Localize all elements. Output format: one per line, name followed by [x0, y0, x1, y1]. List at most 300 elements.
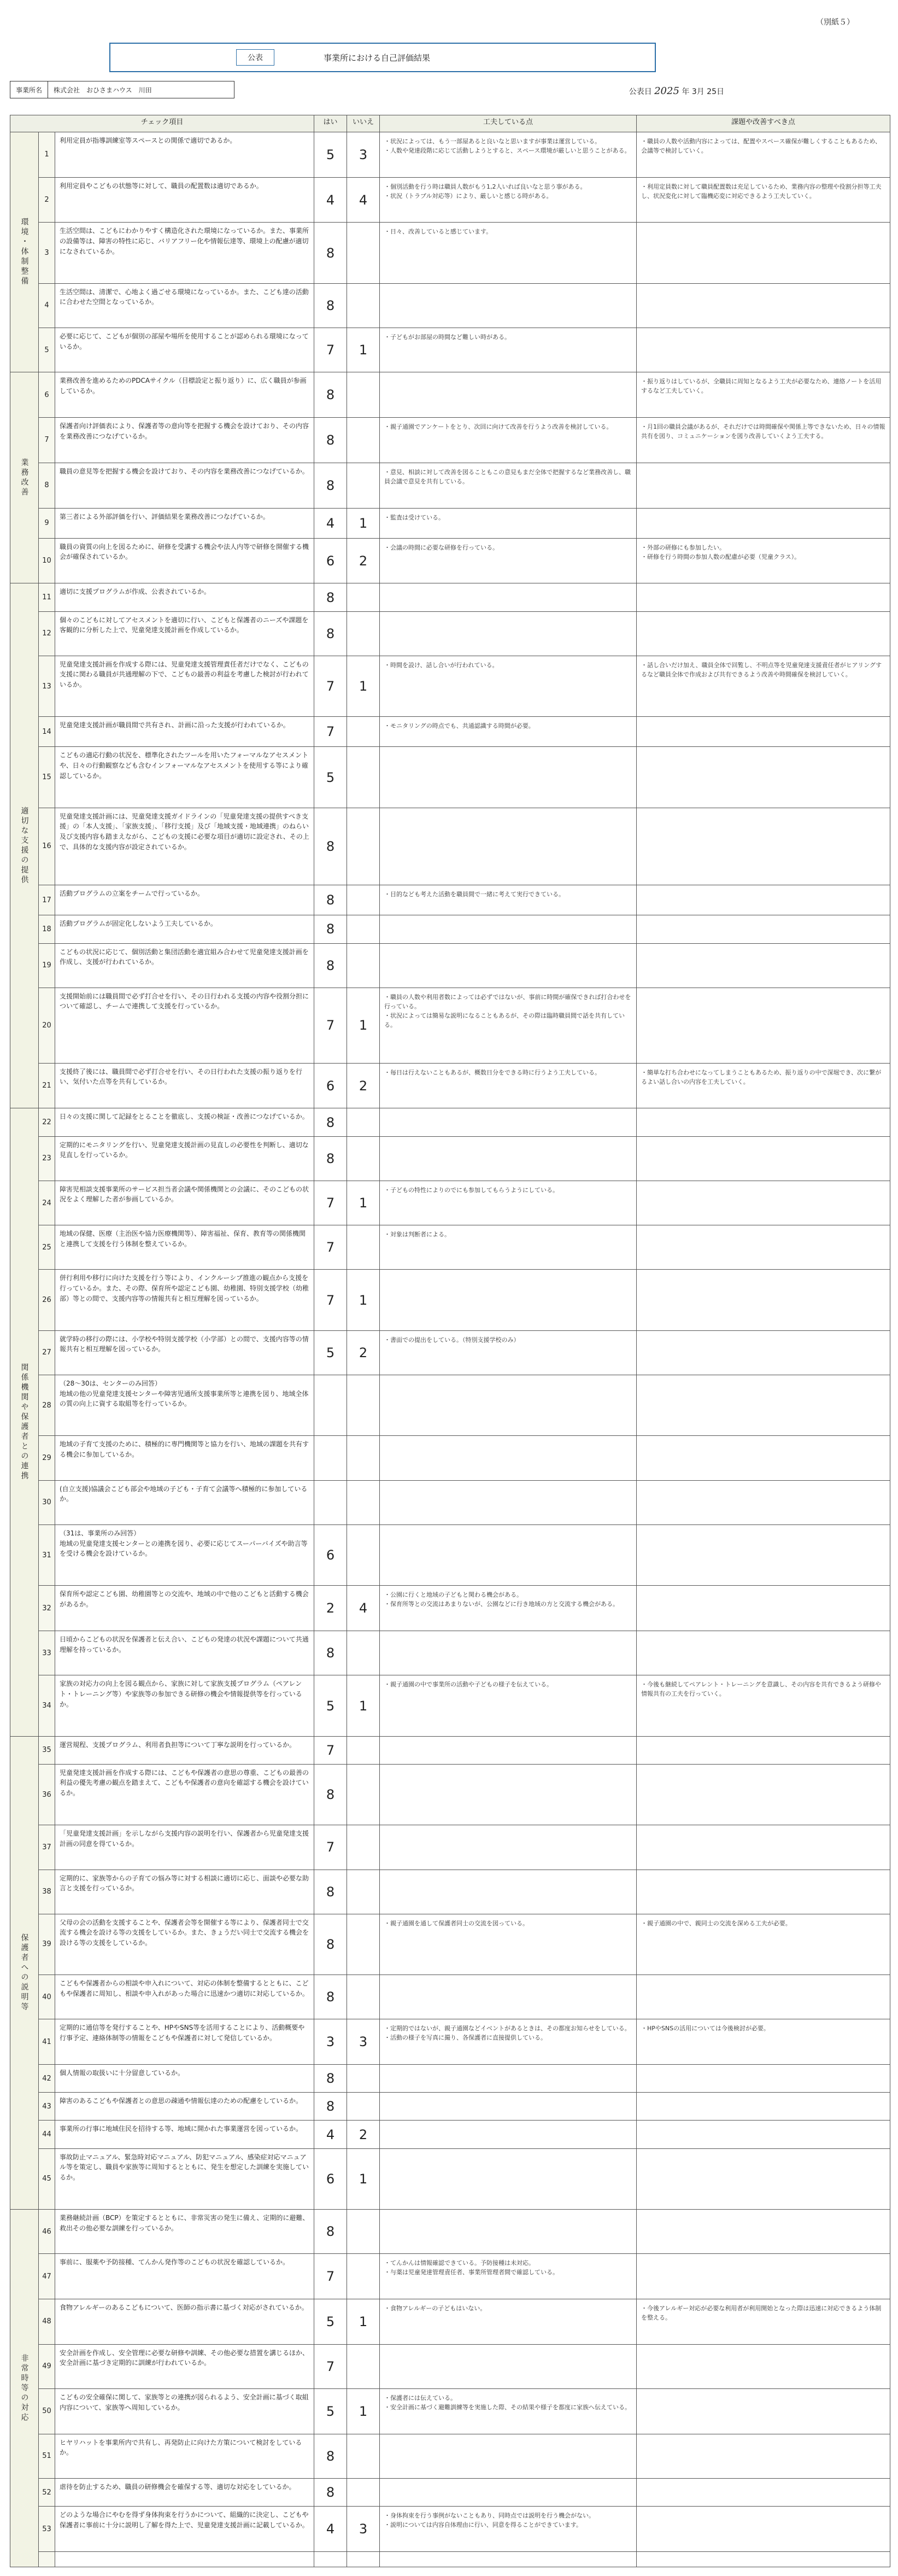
good-points-text: ・定期的ではないが、親子通園などイベントがあるときは、その都度お知らせをしている。 ・活動の様子を写真に撮り、各保護者に直接提供している。	[380, 2019, 637, 2065]
office-label: 事業所名	[10, 81, 48, 98]
good-points-text	[380, 283, 637, 328]
improvement-text: ・月1回の職員会議があるが、それだけでは時間確保や関係上等できないため、日々の情報共有を図り、コミュニケーションを図り改善していくよう工夫する。	[637, 418, 890, 463]
check-item-text: (自立支援)協議会こども部会や地域の子ども・子育て会議等へ積極的に参加しているか。	[55, 1480, 314, 1524]
col-yes-header: はい	[314, 115, 347, 132]
yes-count: 4	[314, 2507, 347, 2552]
good-points-text	[380, 915, 637, 943]
good-points-text: ・意見、相談に対して改善を図ることもこの意見もまだ全体で把握するなど業務改善し、職員会議で意見を共有している。	[380, 463, 637, 508]
table-row	[10, 988, 890, 1063]
table-row	[10, 1524, 890, 1585]
no-count: 2	[347, 1063, 380, 1108]
item-number: 9	[39, 508, 55, 538]
no-count	[347, 2434, 380, 2478]
good-points-text	[380, 1736, 637, 1764]
item-number: 39	[39, 1914, 55, 1975]
good-points-text	[380, 1108, 637, 1136]
item-number: 32	[39, 1586, 55, 1631]
yes-count: 8	[314, 1108, 347, 1136]
yes-count: 8	[314, 943, 347, 988]
no-count: 3	[347, 2019, 380, 2065]
good-points-text	[380, 2148, 637, 2209]
check-item-text: 父母の会の活動を支援することや、保護者会等を開催する等により、保護者同士で交流する機会を設ける等の支援をしているか。また、きょうだい同士で交流する機会を設ける等の支援をしているか。	[55, 1914, 314, 1975]
table-row	[10, 915, 890, 943]
no-count	[347, 2254, 380, 2299]
no-count: 1	[347, 1675, 380, 1736]
good-points-text: ・親子通園でアンケートをとり、次回に向けて改善を行うよう改善を検討している。	[380, 418, 637, 463]
table-row	[10, 1480, 890, 1524]
no-count: 1	[347, 508, 380, 538]
good-points-text	[380, 2121, 637, 2148]
improvement-text: ・簡単な打ち合わせになってしまうこともあるため、振り返りの中で深堀でき、次に繋がるよい話し合いの内容を工夫していく。	[637, 1063, 890, 1108]
no-count: 1	[347, 1270, 380, 1330]
good-points-text	[380, 747, 637, 808]
improvement-text	[637, 1764, 890, 1825]
improvement-text	[637, 611, 890, 656]
improvement-text: ・外部の研修にも参加したい。 ・研修を行う時間の参加人数の配慮が必要（児童クラス）。	[637, 538, 890, 583]
table-row	[10, 223, 890, 283]
yes-count: 5	[314, 747, 347, 808]
improvement-text	[637, 223, 890, 283]
no-count: 3	[347, 2507, 380, 2552]
table-row	[10, 2148, 890, 2209]
item-number: 35	[39, 1736, 55, 1764]
improvement-text	[637, 2093, 890, 2121]
table-row	[10, 372, 890, 418]
good-points-text: ・公園に行くと地域の子どもと関わる機会がある。 ・保育所等との交流はあまりないが、公園などに行き地域の方と交流する機会がある。	[380, 1586, 637, 1631]
yes-count: 8	[314, 223, 347, 283]
yes-count: 7	[314, 1270, 347, 1330]
table-row	[10, 418, 890, 463]
no-count: 1	[347, 656, 380, 716]
yes-count: 8	[314, 2479, 347, 2507]
item-number: 36	[39, 1764, 55, 1825]
good-points-text: ・保護者には伝えている。 ・安全計画に基づく避難訓練等を実施した際、その結果や様子を都度に家族へ伝えている。	[380, 2389, 637, 2434]
good-points-text: ・書面での提出をしている。（特別支援学校のみ）	[380, 1330, 637, 1375]
yes-count: 6	[314, 1063, 347, 1108]
page-id-label: （別紙５）	[816, 18, 854, 27]
yes-count: 7	[314, 1736, 347, 1764]
check-item-text: 活動プログラムの立案をチームで行っているか。	[55, 885, 314, 915]
no-count: 1	[347, 988, 380, 1063]
category-label: 保護者への説明等	[20, 1933, 29, 2012]
improvement-text	[637, 2148, 890, 2209]
title-box	[109, 43, 656, 72]
good-points-text: ・子どもの特性によりのでにも参加してもらうようにしている。	[380, 1181, 637, 1225]
no-count	[347, 2065, 380, 2093]
no-count	[347, 1870, 380, 1914]
good-points-text	[380, 2551, 637, 2567]
table-row	[10, 1436, 890, 1480]
check-item-text: 安全計画を作成し、安全管理に必要な研修や訓練、その他必要な措置を講じるほか、安全計画に基づき定期的に訓練が行われているか。	[55, 2344, 314, 2388]
item-number: 26	[39, 1270, 55, 1330]
no-count	[347, 418, 380, 463]
item-number: 46	[39, 2210, 55, 2254]
item-number: 8	[39, 463, 55, 508]
item-number: 13	[39, 656, 55, 716]
table-row	[10, 1375, 890, 1436]
no-count: 2	[347, 2121, 380, 2148]
check-item-text: 家族の対応力の向上を図る観点から、家族に対して家族支援プログラム（ペアレント・トレーニング等）や家族等の参加できる研修の機会や情報提供等を行っているか。	[55, 1675, 314, 1736]
yes-count: 7	[314, 988, 347, 1063]
check-item-text: 児童発達支援計画が職員間で共有され、計画に沿った支援が行われているか。	[55, 717, 314, 747]
yes-count: 6	[314, 1524, 347, 1585]
item-number: 7	[39, 418, 55, 463]
check-item-text	[55, 2551, 314, 2567]
table-row	[10, 2065, 890, 2093]
table-row	[10, 2210, 890, 2254]
good-points-text	[380, 808, 637, 885]
check-item-text: 業務改善を進めるためのPDCAサイクル（目標設定と振り返り）に、広く職員が参画しているか。	[55, 372, 314, 418]
table-row	[10, 508, 890, 538]
table-header-row	[10, 115, 890, 132]
yes-count: 8	[314, 1631, 347, 1675]
publish-date-suffix: 年 3月 25日	[682, 87, 724, 96]
no-count	[347, 1480, 380, 1524]
no-count	[347, 283, 380, 328]
item-number: 50	[39, 2389, 55, 2434]
check-item-text: 業務継続計画（BCP）を策定するとともに、非常災害の発生に備え、定期的に避難、救出その他必要な訓練を行っているか。	[55, 2210, 314, 2254]
improvement-text	[637, 915, 890, 943]
improvement-text	[637, 2254, 890, 2299]
improvement-text	[637, 988, 890, 1063]
item-number: 24	[39, 1181, 55, 1225]
improvement-text	[637, 583, 890, 611]
yes-count: 4	[314, 2121, 347, 2148]
improvement-text	[637, 2479, 890, 2507]
good-points-text	[380, 1375, 637, 1436]
yes-count: 7	[314, 717, 347, 747]
improvement-text	[637, 2551, 890, 2567]
good-points-text: ・対象は判断者による。	[380, 1225, 637, 1270]
improvement-text	[637, 283, 890, 328]
no-count: 1	[347, 1181, 380, 1225]
improvement-text	[637, 1108, 890, 1136]
item-number: 40	[39, 1975, 55, 2019]
item-number: 22	[39, 1108, 55, 1136]
no-count	[347, 2479, 380, 2507]
improvement-text	[637, 1270, 890, 1330]
table-row	[10, 1108, 890, 1136]
no-count	[347, 747, 380, 808]
check-item-text: 必要に応じて、こどもが個別の部屋や場所を使用することが認められる環境になっているか。	[55, 328, 314, 372]
office-name: 株式会社 おひさまハウス 川田	[48, 81, 234, 98]
table-row	[10, 885, 890, 915]
meta-bar	[10, 81, 888, 98]
no-count	[347, 2344, 380, 2388]
check-item-text: 事業所の行事に地域住民を招待する等、地域に開かれた事業運営を図っているか。	[55, 2121, 314, 2148]
no-count	[347, 808, 380, 885]
no-count	[347, 1975, 380, 2019]
check-item-text: 「児童発達支援計画」を示しながら支援内容の説明を行い、保護者から児童発達支援計画の同意を得ているか。	[55, 1825, 314, 1870]
no-count	[347, 463, 380, 508]
table-row	[10, 2344, 890, 2388]
table-row	[10, 1975, 890, 2019]
table-row	[10, 747, 890, 808]
table-row	[10, 583, 890, 611]
improvement-text	[637, 885, 890, 915]
no-count	[347, 223, 380, 283]
good-points-text	[380, 1270, 637, 1330]
good-points-text	[380, 2210, 637, 2254]
table-row	[10, 1181, 890, 1225]
item-number: 42	[39, 2065, 55, 2093]
category-cell	[10, 372, 39, 583]
check-item-text: 利用定員やこどもの状態等に対して、職員の配置数は適切であるか。	[55, 177, 314, 223]
improvement-text	[637, 2121, 890, 2148]
good-points-text	[380, 611, 637, 656]
table-row	[10, 1870, 890, 1914]
yes-count: 8	[314, 1975, 347, 2019]
check-item-text: どのような場合にやむを得ず身体拘束を行うかについて、組織的に決定し、こどもや保護者に事前に十分に説明し了解を得た上で、児童発達支援計画に記載しているか。	[55, 2507, 314, 2552]
good-points-text: ・職員の人数や利用者数によっては必ずではないが、事前に時間が確保できれば打合わせを行っている。 ・状況によっては簡易な説明になることもあるが、その際は臨時職員間で話を共有している。	[380, 988, 637, 1063]
publish-date-year: 2025	[654, 85, 679, 97]
item-number: 18	[39, 915, 55, 943]
improvement-text	[637, 1825, 890, 1870]
good-points-text: ・親子通園を通して保護者同士の交流を図っている。	[380, 1914, 637, 1975]
good-points-text	[380, 1136, 637, 1181]
category-cell	[10, 583, 39, 1108]
check-item-text: （31は、事業所のみ回答） 地域の児童発達支援センターとの連携を図り、必要に応じてスーパーバイズや助言等を受ける機会を設けているか。	[55, 1524, 314, 1585]
table-row	[10, 2019, 890, 2065]
item-number: 1	[39, 132, 55, 178]
item-number: 28	[39, 1375, 55, 1436]
no-count	[347, 885, 380, 915]
item-number: 5	[39, 328, 55, 372]
table-row	[10, 177, 890, 223]
check-item-text: 個人情報の取扱いに十分留意しているか。	[55, 2065, 314, 2093]
good-points-text: ・状況によっては、もう一部屋あると良いなと思いますが事業は運営している。 ・人数や発達段階に応じて活動しようとすると、スペース環境が厳しいと思うことがある。	[380, 132, 637, 178]
table-row	[10, 132, 890, 178]
item-number: 53	[39, 2507, 55, 2552]
no-count	[347, 1225, 380, 1270]
good-points-text	[380, 1975, 637, 2019]
no-count: 1	[347, 2389, 380, 2434]
no-count	[347, 2210, 380, 2254]
col-no-header: いいえ	[347, 115, 380, 132]
improvement-text	[637, 1736, 890, 1764]
table-body	[10, 132, 890, 2567]
yes-count: 7	[314, 328, 347, 372]
improvement-text: ・今後アレルギー対応が必要な利用者が利用開始となった際は迅速に対応できるよう体制を整える。	[637, 2299, 890, 2345]
item-number: 37	[39, 1825, 55, 1870]
item-number: 44	[39, 2121, 55, 2148]
improvement-text: ・職員の人数や活動内容によっては、配置やスペース確保が難しくすることもあるため、会議等で検討していく。	[637, 132, 890, 178]
yes-count: 8	[314, 372, 347, 418]
yes-count: 8	[314, 583, 347, 611]
item-number: 6	[39, 372, 55, 418]
item-number: 17	[39, 885, 55, 915]
good-points-text: ・食物アレルギーの子どもはいない。	[380, 2299, 637, 2345]
item-number: 52	[39, 2479, 55, 2507]
item-number: 27	[39, 1330, 55, 1375]
no-count	[347, 1136, 380, 1181]
good-points-text	[380, 2344, 637, 2388]
good-points-text	[380, 1870, 637, 1914]
no-count: 2	[347, 538, 380, 583]
no-count	[347, 1631, 380, 1675]
improvement-text: ・親子通園の中で、親同士の交流を深める工夫が必要。	[637, 1914, 890, 1975]
yes-count	[314, 1375, 347, 1436]
check-item-text: 地域の子育て支援のために、積極的に専門機関等と協力を行い、地域の課題を共有する機会に参加しているか。	[55, 1436, 314, 1480]
good-points-text: ・毎日は行えないこともあるが、概数日分をできる時に行うよう工夫している。	[380, 1063, 637, 1108]
improvement-text	[637, 508, 890, 538]
yes-count: 8	[314, 1136, 347, 1181]
check-item-text: ヒヤリハットを事業所内で共有し、再発防止に向けた方策について検討をしているか。	[55, 2434, 314, 2478]
improvement-text	[637, 1436, 890, 1480]
check-item-text: 事前に、服薬や予防接種、てんかん発作等のこどもの状況を確認しているか。	[55, 2254, 314, 2299]
improvement-text: ・HPやSNSの活用については今後検討が必要。	[637, 2019, 890, 2065]
table-row	[10, 2121, 890, 2148]
category-cell	[10, 2210, 39, 2567]
good-points-text: ・個別活動を行う時は職員人数がもう1,2人いれば良いなと思う事がある。 ・状況（トラブル対応等）により、厳しいと感じる時がある。	[380, 177, 637, 223]
no-count: 1	[347, 2299, 380, 2345]
check-item-text: 事故防止マニュアル、緊急時対応マニュアル、防犯マニュアル、感染症対応マニュアル等を策定し、職員や家族等に周知するとともに、発生を想定した訓練を実施しているか。	[55, 2148, 314, 2209]
no-count	[347, 1375, 380, 1436]
item-number: 11	[39, 583, 55, 611]
yes-count: 5	[314, 1330, 347, 1375]
table-row	[10, 463, 890, 508]
table-row	[10, 283, 890, 328]
check-item-text: （28～30は、センターのみ回答） 地域の他の児童発達支援センターや障害児通所支援事業所等と連携を図り、地域全体の質の向上に資する取組等を行っているか。	[55, 1375, 314, 1436]
improvement-text	[637, 2434, 890, 2478]
improvement-text	[637, 2210, 890, 2254]
improvement-text	[637, 943, 890, 988]
col-check-header: チェック項目	[10, 115, 314, 132]
yes-count: 8	[314, 2093, 347, 2121]
publication-tag: 公表	[236, 49, 274, 66]
good-points-text: ・目的なども考えた活動を職員間で一緒に考えて実行できている。	[380, 885, 637, 915]
good-points-text: ・てんかんは情報確認できている。予防接種は未対応。 ・与薬は児童発達管理責任者、事業所管理者間で確認している。	[380, 2254, 637, 2299]
table-row	[10, 2551, 890, 2567]
good-points-text	[380, 1825, 637, 1870]
yes-count: 8	[314, 2210, 347, 2254]
yes-count: 7	[314, 2254, 347, 2299]
table-row	[10, 1736, 890, 1764]
good-points-text: ・親子通園の中で事業所の活動や子どもの様子を伝えている。	[380, 1675, 637, 1736]
category-cell	[10, 1108, 39, 1736]
improvement-text: ・話し合いだけ加え、職員全体で回覧し、不明点等を児童発達支援責任者がヒアリングするなど職員全体で作成および共有できるよう改善や時間確保を検討していく。	[637, 656, 890, 716]
category-label: 非常時等の対応	[20, 2353, 29, 2423]
yes-count: 8	[314, 1870, 347, 1914]
publish-date-label: 公表日	[629, 87, 652, 96]
improvement-text	[637, 1631, 890, 1675]
improvement-text	[637, 1480, 890, 1524]
item-number: 3	[39, 223, 55, 283]
table-row	[10, 717, 890, 747]
no-count: 4	[347, 1586, 380, 1631]
no-count: 2	[347, 1330, 380, 1375]
check-item-text: 就学時の移行の際には、小学校や特別支援学校（小学部）との間で、支援内容等の情報共有と相互理解を図っているか。	[55, 1330, 314, 1375]
yes-count: 4	[314, 177, 347, 223]
item-number: 47	[39, 2254, 55, 2299]
table-row	[10, 808, 890, 885]
yes-count: 2	[314, 1586, 347, 1631]
no-count	[347, 1736, 380, 1764]
category-label: 適切な支援の提供	[20, 806, 29, 885]
table-row	[10, 1136, 890, 1181]
check-item-text: 運営規程、支援プログラム、利用者負担等について丁寧な説明を行っているか。	[55, 1736, 314, 1764]
yes-count: 4	[314, 508, 347, 538]
item-number: 43	[39, 2093, 55, 2121]
yes-count: 3	[314, 2019, 347, 2065]
evaluation-table	[10, 115, 890, 2567]
yes-count: 8	[314, 463, 347, 508]
item-number: 23	[39, 1136, 55, 1181]
table-row	[10, 2093, 890, 2121]
no-count: 1	[347, 2148, 380, 2209]
yes-count: 8	[314, 808, 347, 885]
good-points-text	[380, 2093, 637, 2121]
check-item-text: 日々の支援に関して記録をとることを徹底し、支援の検証・改善につなげているか。	[55, 1108, 314, 1136]
table-row	[10, 1225, 890, 1270]
table-row	[10, 2434, 890, 2478]
check-item-text: 支援終了後には、職員間で必ず打合せを行い、その日行われた支援の振り返りを行い、気付いた点等を共有しているか。	[55, 1063, 314, 1108]
no-count	[347, 915, 380, 943]
check-item-text: 障害のあるこどもや保護者との意思の疎通や情報伝達のための配慮をしているか。	[55, 2093, 314, 2121]
yes-count: 8	[314, 885, 347, 915]
office-table	[10, 81, 234, 98]
check-item-text: 第三者による外部評価を行い、評価結果を業務改善につなげているか。	[55, 508, 314, 538]
item-number: 48	[39, 2299, 55, 2345]
improvement-text	[637, 1225, 890, 1270]
check-item-text: 食物アレルギーのあるこどもについて、医師の指示書に基づく対応がされているか。	[55, 2299, 314, 2345]
good-points-text: ・監査は受けている。	[380, 508, 637, 538]
page-title: 事業所における自己評価結果	[324, 52, 431, 63]
item-number: 16	[39, 808, 55, 885]
yes-count: 7	[314, 1225, 347, 1270]
check-item-text: 定期的にモニタリングを行い、児童発達支援計画の見直しの必要性を判断し、適切な見直しを行っているか。	[55, 1136, 314, 1181]
no-count	[347, 717, 380, 747]
item-number: 30	[39, 1480, 55, 1524]
improvement-text	[637, 2389, 890, 2434]
yes-count	[314, 1436, 347, 1480]
table-row	[10, 2389, 890, 2434]
improvement-text	[637, 717, 890, 747]
improvement-text	[637, 2507, 890, 2552]
good-points-text	[380, 2065, 637, 2093]
table-row	[10, 2299, 890, 2345]
category-label: 関係機関や保護者との連携	[20, 1363, 29, 1482]
item-number: 14	[39, 717, 55, 747]
item-number: 29	[39, 1436, 55, 1480]
yes-count: 5	[314, 2389, 347, 2434]
good-points-text	[380, 583, 637, 611]
item-number: 20	[39, 988, 55, 1063]
table-row	[10, 1586, 890, 1631]
good-points-text: ・身体拘束を行う事例がないこともあり、同時点では説明を行う機会がない。 ・説明については内容自体理由に行い、同意を得ることができています。	[380, 2507, 637, 2552]
yes-count	[314, 1480, 347, 1524]
yes-count: 5	[314, 1675, 347, 1736]
table-row	[10, 1631, 890, 1675]
item-number: 45	[39, 2148, 55, 2209]
col-good-header: 工夫している点	[380, 115, 637, 132]
improvement-text	[637, 1524, 890, 1585]
good-points-text: ・子どもがお部屋の時間など難しい時がある。	[380, 328, 637, 372]
yes-count: 8	[314, 2434, 347, 2478]
no-count	[347, 1108, 380, 1136]
category-cell	[10, 1736, 39, 2209]
item-number: 41	[39, 2019, 55, 2065]
no-count	[347, 372, 380, 418]
no-count	[347, 943, 380, 988]
table-row	[10, 1825, 890, 1870]
item-number: 34	[39, 1675, 55, 1736]
check-item-text: 保育所や認定こども園、幼稚園等との交流や、地域の中で他のこどもと活動する機会があるか。	[55, 1586, 314, 1631]
no-count	[347, 1764, 380, 1825]
table-row	[10, 1675, 890, 1736]
improvement-text	[637, 808, 890, 885]
check-item-text: こどもの適応行動の状況を、標準化されたツールを用いたフォーマルなアセスメントや、日々の行動観察なども含むインフォーマルなアセスメントを使用する等により確認しているか。	[55, 747, 314, 808]
